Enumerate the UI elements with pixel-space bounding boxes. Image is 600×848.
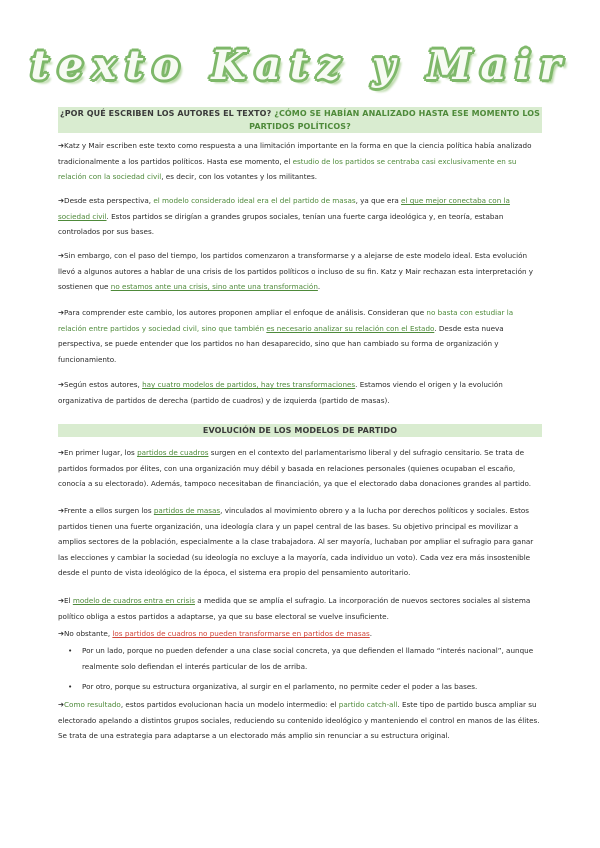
section-heading-2: EVOLUCIÓN DE LOS MODELOS DE PARTIDO — [58, 424, 542, 437]
arrow-icon: ➔ — [58, 141, 65, 150]
bullet-icon: • — [68, 682, 73, 692]
paragraph-6: ➔En primer lugar, los partidos de cuadros surgen en el contexto del parlamentarismo liberal y del sufragio censitario. Se trata de partidos formados por élites, con una organización muy débil y basada en relaciones personales (quienes ocupaban el escaño, conocía a su electorado). Además, tampoco necesitaban de financiación, ya que el electorado daba donaciones grandes al partido. — [58, 448, 532, 489]
list-item: • Por un lado, porque no pueden defender a una clase social concreta, ya que defienden el llamado “interés nacional”, aunque realmente solo defiendan el interés particular de los de arriba. — [58, 643, 542, 674]
paragraph-1: ➔Katz y Mair escriben este texto como respuesta a una limitación importante en la forma en que la ciencia política había analizado tradicionalmente a los partidos políticos. Hasta ese momento, el estudio de los partidos se centraba casi exclusivamente en su relación con la sociedad civil, es decir, con los votantes y los militantes. — [58, 141, 532, 182]
paragraph-10: ➔Como resultado, estos partidos evolucionan hacia un modelo intermedio: el partido catch-all. Este tipo de partido busca ampliar su electorado apelando a distintos grupos sociales, reduciendo su contenido ideológico y manteniendo el control en manos de las élites. Se trata de una estrategia para adaptarse a un electorado más amplio sin renunciar a su estructura original. — [58, 700, 540, 741]
highlight-text: partido catch-all — [338, 700, 398, 709]
paragraph-4: ➔Para comprender este cambio, los autores proponen ampliar el enfoque de análisis. Consideran que no basta con estudiar la relación entre partidos y sociedad civil, sino que también es necesario analizar su relación con el Estado. Desde esta nueva perspectiva, se puede entender que los partidos no han desaparecido, sino que han cambiado su forma de organización y funcionamiento. — [58, 308, 514, 364]
section-heading-1 — [58, 107, 542, 133]
list-item: • Por otro, porque su estructura organizativa, al surgir en el parlamento, no permite ceder el poder a las bases. — [58, 679, 542, 695]
underlined-text: modelo de cuadros entra en crisis — [72, 596, 195, 605]
paragraph-9: ➔No obstante, los partidos de cuadros no pueden transformarse en partidos de masas. — [58, 629, 373, 638]
highlight-text: estudio de los partidos se centraba casi exclusivamente en su relación con la sociedad civil — [58, 156, 517, 182]
page-title: texto Katz y Mair — [30, 42, 570, 89]
paragraph-2: ➔Desde esta perspectiva, el modelo considerado ideal era el del partido de masas, ya que era el que mejor conectaba con la sociedad civil. Estos partidos se dirigían a grandes grupos sociales, tenían una fuerte carga ideológica y, en teoría, estaban controlados por sus bases. — [58, 196, 510, 237]
underlined-text: partidos de cuadros — [137, 448, 209, 457]
bullet-list — [58, 643, 542, 695]
arrow-icon: ➔ — [58, 308, 65, 317]
arrow-icon: ➔ — [58, 448, 65, 457]
red-underlined-text: los partidos de cuadros no pueden transformarse en partidos de masas — [112, 629, 370, 638]
arrow-icon: ➔ — [58, 196, 65, 205]
heading-question-2: ¿CÓMO SE HABÍAN ANALIZADO HASTA ESE MOMENTO LOS PARTIDOS POLÍTICOS? — [249, 109, 541, 131]
arrow-icon: ➔ — [58, 700, 65, 709]
heading-question-1: ¿POR QUÉ ESCRIBEN LOS AUTORES EL TEXTO? — [59, 109, 272, 118]
highlight-text: no basta con estudiar la relación entre partidos y sociedad civil, sino que también — [58, 308, 514, 333]
highlight-text: Como resultado — [64, 700, 121, 709]
underlined-text: partidos de masas — [153, 506, 221, 515]
arrow-icon: ➔ — [58, 506, 65, 515]
paragraph-7: ➔Frente a ellos surgen los partidos de masas, vinculados al movimiento obrero y a la lucha por derechos políticos y sociales. Estos partidos tienen una fuerte organización, una ideología clara y un papel central de las bases. Su objetivo principal es movilizar a amplios sectores de la población, especialmente a la clase trabajadora. Al ser mayoría, luchaban por ampliar el sufragio para ganar las elecciones y cambiar la sociedad (su ideología no excluye a la mayoría, cada individuo un voto). Cada vez era más insostenible desde el punto de vista ideológico de la época, el sistema era propio del pensamiento autoritario. — [58, 506, 534, 578]
underlined-text: no estamos ante una crisis, sino ante una transformación — [110, 282, 318, 292]
paragraph-8: ➔El modelo de cuadros entra en crisis a medida que se amplía el sufragio. La incorporación de nuevos sectores sociales al sistema político obliga a estos partidos a adaptarse, ya que su base electoral se vuelve insuficiente. — [58, 596, 531, 621]
underlined-text: es necesario analizar su relación con el Estado — [266, 323, 435, 333]
paragraph-5: ➔Según estos autores, hay cuatro modelos de partidos, hay tres transformaciones. Estamos viendo el origen y la evolución organizativa de partidos de derecha (partido de cuadros) y de izquierda (partido de masas). — [58, 380, 503, 405]
underlined-text: hay cuatro modelos de partidos, hay tres transformaciones — [142, 380, 356, 389]
arrow-icon: ➔ — [58, 596, 65, 605]
underlined-text: el que mejor conectaba con la sociedad civil — [58, 196, 510, 221]
arrow-icon: ➔ — [58, 251, 65, 260]
arrow-icon: ➔ — [58, 629, 65, 638]
highlight-text: el modelo considerado ideal era el del partido de masas — [153, 196, 356, 205]
bullet-icon: • — [68, 646, 73, 655]
paragraph-3: ➔Sin embargo, con el paso del tiempo, los partidos comenzaron a transformarse y a alejarse de este modelo ideal. Esta evolución llevó a algunos autores a hablar de una crisis de los partidos políticos o incluso de su fin. Katz y Mair rechazan esta interpretación y sostienen que no estamos ante una crisis, sino ante una transformación. — [58, 251, 534, 292]
arrow-icon: ➔ — [58, 380, 65, 389]
